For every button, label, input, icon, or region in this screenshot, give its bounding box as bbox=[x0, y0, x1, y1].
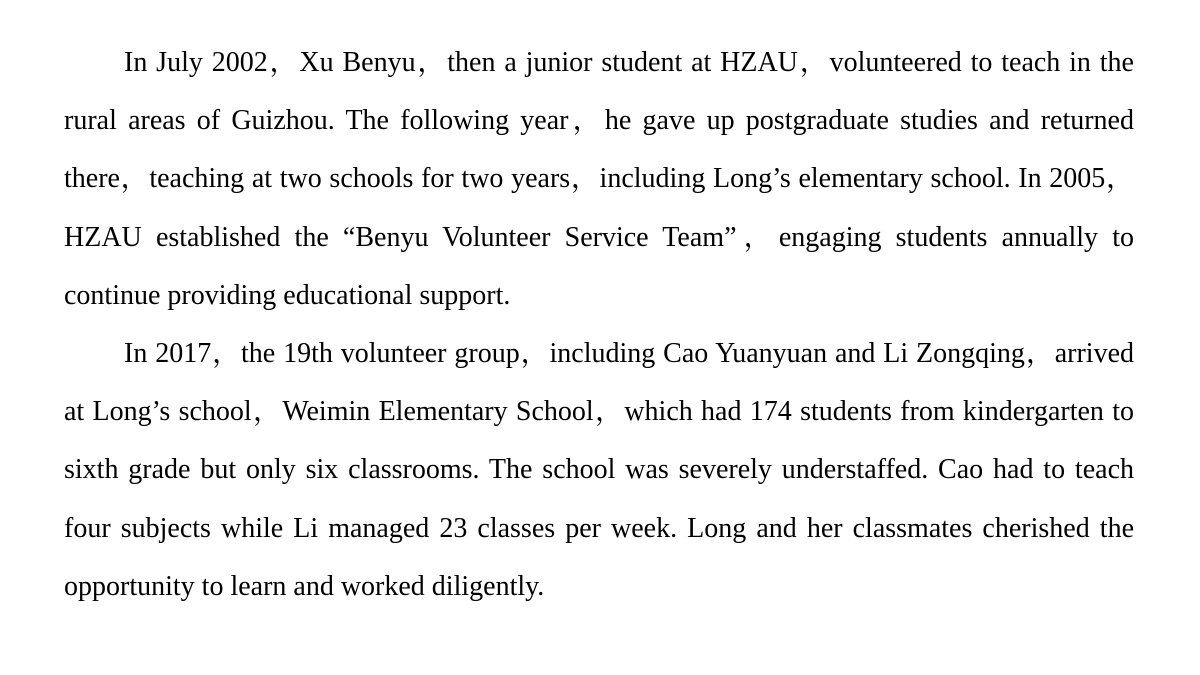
paragraph-1: In July 2002，Xu Benyu，then a junior student at HZAU，volunteered to teach in the rural areas of Guizhou. The following year，he gave up postgraduate studies and returned there，teaching at two schools for two years，including Long’s elementary school. In 2005，HZAU established the “Benyu Volunteer Service Team”，engaging students annually to continue providing educational support. bbox=[64, 47, 1134, 311]
paragraph-2: In 2017，the 19th volunteer group，including Cao Yuanyuan and Li Zongqing，arrived at Long’s school，Weimin Elementary School，which had 174 students from kindergarten to sixth grade but only six classrooms. The school was severely understaffed. Cao had to teach four subjects while Li managed 23 classes per week. Long and her classmates cherished the opportunity to learn and worked diligently. bbox=[64, 338, 1134, 602]
document-body bbox=[64, 34, 1134, 616]
